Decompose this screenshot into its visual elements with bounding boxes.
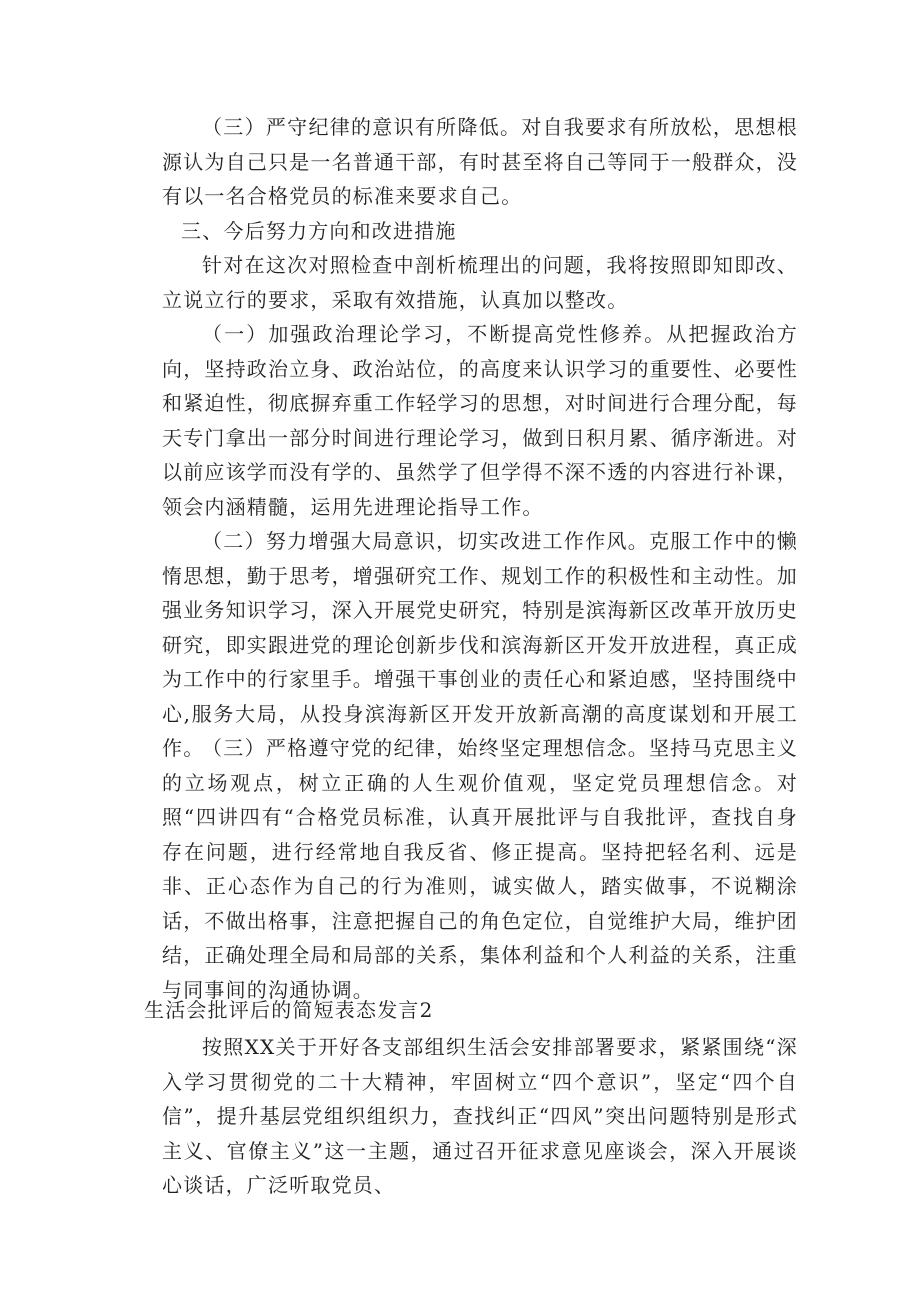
paragraph-overall-awareness: （二）努力增强大局意识，切实改进工作作风。克服工作中的懒惰思想，勤于思考，增强研究工作、规划工作的积极性和主动性。加强业务知识学习，深入开展党史研究，特别是滨海新区改革开放历史研究，即实跟进党的理论创新步伐和滨海新区开发开放进程，真正成为工作中的行家里手。增强干事创业的责任心和紧迫感，坚持围绕中心,服务大局，从投身滨海新区开发开放新高潮的高度谋划和开展工作。 (162, 529, 798, 760)
article-title-speech-2: 生活会批评后的简短表态发言2 (144, 998, 434, 1022)
paragraph-rectification-intro: 针对在这次对照检查中剖析梳理出的问题，我将按照即知即改、立说立行的要求，采取有效措施，认真加以整改。 (162, 253, 798, 312)
paragraph-speech-2-intro: 按照XX关于开好各支部组织生活会安排部署要求，紧紧围绕“深入学习贯彻党的二十大精神，牢固树立“四个意识”，坚定“四个自信”，提升基层党组织组织力，查找纠正“四风”突出问题特别是形式主义、官僚主义”这一主题，通过召开征求意见座谈会，深入开展谈心谈话，广泛听取党员、 (162, 1035, 798, 1197)
paragraph-political-study: （一）加强政治理论学习，不断提高党性修养。从把握政治方向，坚持政治立身、政治站位，的高度来认识学习的重要性、必要性和紧迫性，彻底摒弃重工作轻学习的思想，对时间进行合理分配，每天专门拿出一部分时间进行理论学习，做到日积月累、循序渐进。对以前应该学而没有学的、虽然学了但学得不深不透的内容进行补课，领会内涵精髓，运用先进理论指导工作。 (162, 322, 798, 519)
section-heading-improvement: 三、今后努力方向和改进措施 (181, 219, 457, 243)
paragraph-discipline-awareness: （三）严守纪律的意识有所降低。对自我要求有所放松，思想根源认为自己只是一名普通干部，有时甚至将自己等同于一般群众，没有以一名合格党员的标准来要求自己。 (162, 115, 798, 208)
paragraph-party-discipline: （三）严格遵守党的纪律，始终坚定理想信念。坚持马克思主义的立场观点，树立正确的人生观价值观，坚定党员理想信念。对照“四讲四有“合格党员标准，认真开展批评与自我批评，查找自身存在问题，进行经常地自我反省、修正提高。坚持把轻名利、远是非、正心态作为自己的行为准则，诚实做人，踏实做事，不说糊涂话，不做出格事，注意把握自己的角色定位，自觉维护大局，维护团结，正确处理全局和局部的关系，集体利益和个人利益的关系，注重与同事间的沟通协调。 (162, 736, 798, 1002)
